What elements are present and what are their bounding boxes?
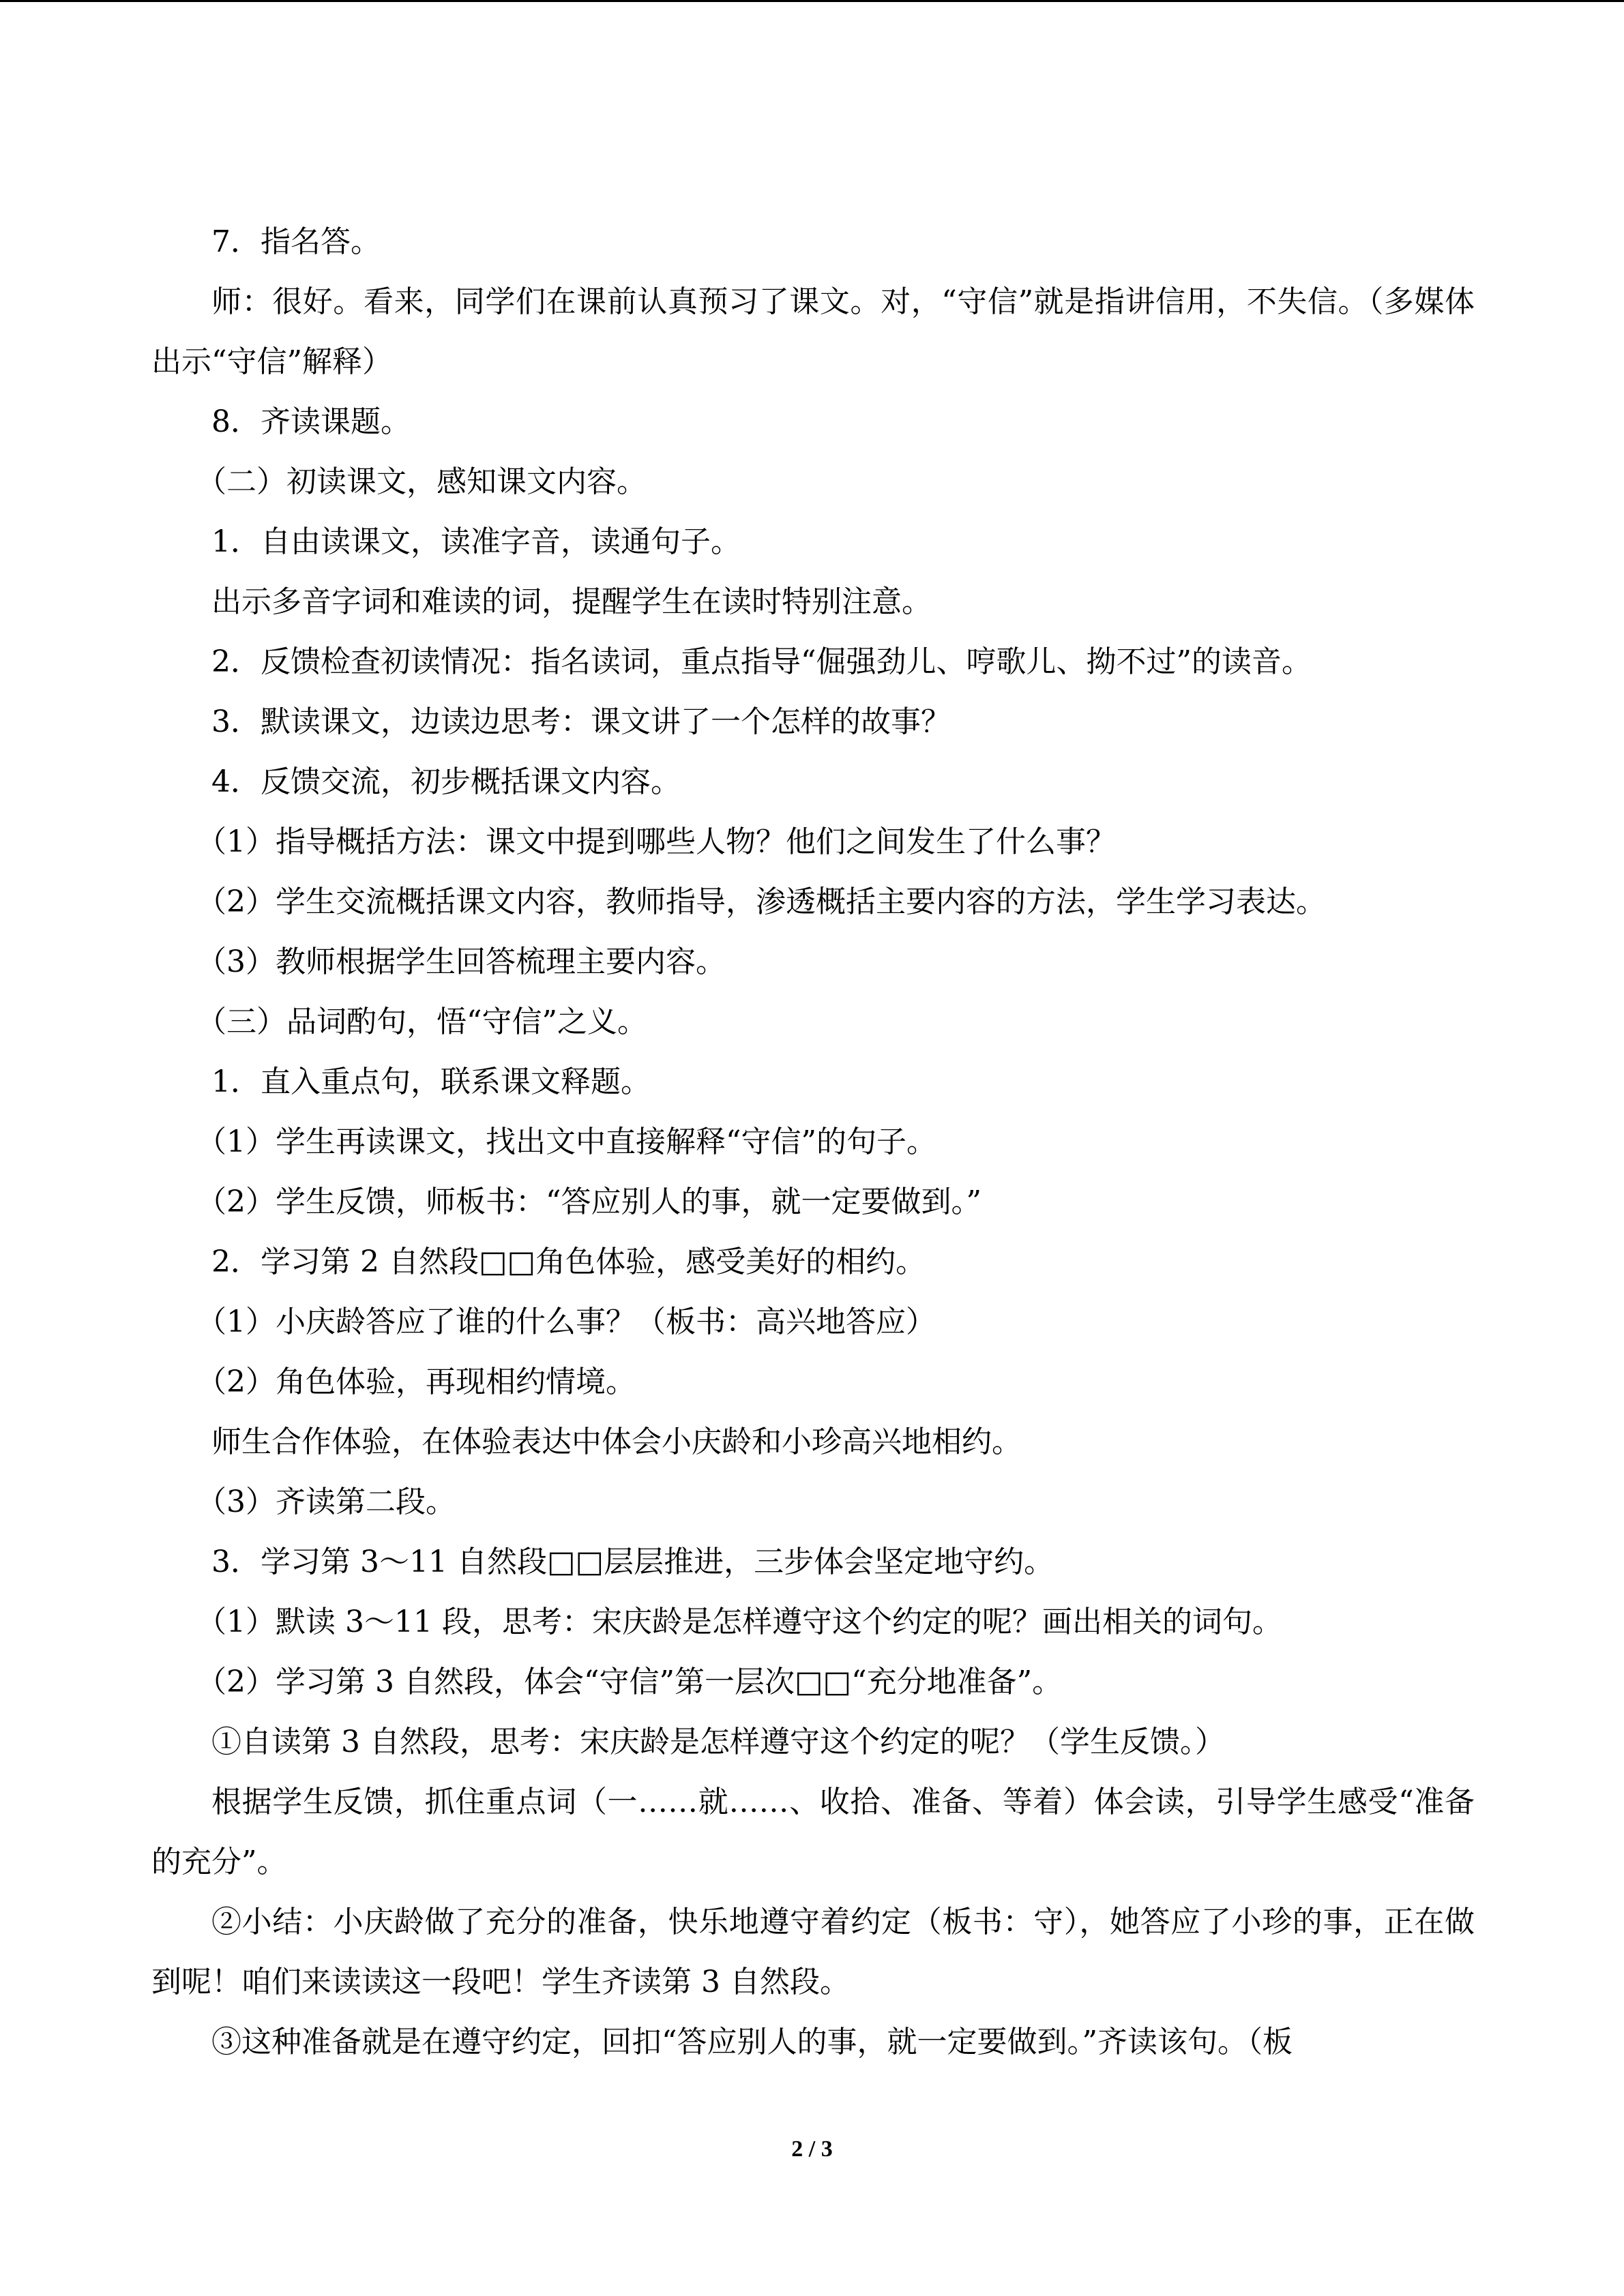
paragraph: 1．自由读课文，读准字音，读通句子。 <box>211 524 741 559</box>
paragraph: 根据学生反馈，抓住重点词（一……就……、收拾、准备、等着）体会读，引导学生感受“准备的充分”。 <box>151 1785 1475 1879</box>
paragraph: （二）初读课文，感知课文内容。 <box>196 464 647 499</box>
paragraph: ①自读第 3 自然段，思考：宋庆龄是怎样遵守这个约定的呢？（学生反馈。） <box>211 1725 1225 1759</box>
paragraph: 8．齐读课题。 <box>211 404 411 439</box>
paragraph: （1）小庆龄答应了谁的什么事？（板书：高兴地答应） <box>196 1304 936 1339</box>
paragraph: （2）学生反馈，师板书：“答应别人的事，就一定要做到。” <box>196 1184 981 1219</box>
paragraph: 出示多音字词和难读的词，提醒学生在读时特别注意。 <box>211 584 932 619</box>
paragraph: 4．反馈交流，初步概括课文内容。 <box>211 764 681 799</box>
paragraph: （3）齐读第二段。 <box>196 1485 456 1519</box>
page-number: 2 / 3 <box>791 2136 833 2162</box>
paragraph: （3）教师根据学生回答梳理主要内容。 <box>196 944 726 979</box>
paragraph: 师生合作体验，在体验表达中体会小庆龄和小珍高兴地相约。 <box>211 1425 1022 1459</box>
paragraph: 7．指名答。 <box>211 224 381 259</box>
paragraph: （2）学生交流概括课文内容，教师指导，渗透概括主要内容的方法，学生学习表达。 <box>196 884 1326 919</box>
paragraph: （1）默读 3～11 段，思考：宋庆龄是怎样遵守这个约定的呢？画出相关的词句。 <box>196 1605 1282 1639</box>
paragraph: （1）指导概括方法：课文中提到哪些人物？他们之间发生了什么事？ <box>196 824 1116 859</box>
paragraph: （2）角色体验，再现相约情境。 <box>196 1365 636 1399</box>
paragraph: （2）学习第 3 自然段，体会“守信”第一层次□□“充分地准备”。 <box>196 1665 1063 1699</box>
paragraph: 师：很好。看来，同学们在课前认真预习了课文。对，“守信”就是指讲信用，不失信。（多媒体出示“守信”解释） <box>151 284 1475 379</box>
paragraph: ③这种准备就是在遵守约定，回扣“答应别人的事，就一定要做到。”齐读该句。（板 <box>211 2025 1293 2059</box>
paragraph: （1）学生再读课文，找出文中直接解释“守信”的句子。 <box>196 1124 936 1159</box>
paragraph: 2．反馈检查初读情况：指名读词，重点指导“倔强劲儿、哼歌儿、拗不过”的读音。 <box>211 644 1312 679</box>
paragraph: 1．直入重点句，联系课文释题。 <box>211 1064 651 1099</box>
paragraph: 3．默读课文，边读边思考：课文讲了一个怎样的故事？ <box>211 704 951 739</box>
document-body <box>151 212 1475 2072</box>
paragraph: （三）品词酌句，悟“守信”之义。 <box>196 1004 647 1039</box>
paragraph: 2．学习第 2 自然段□□角色体验，感受美好的相约。 <box>211 1244 926 1279</box>
paragraph: ②小结：小庆龄做了充分的准备，快乐地遵守着约定（板书：守），她答应了小珍的事，正在做到呢！咱们来读读这一段吧！学生齐读第 3 自然段。 <box>151 1905 1475 1999</box>
paragraph: 3．学习第 3～11 自然段□□层层推进，三步体会坚定地守约。 <box>211 1545 1054 1579</box>
